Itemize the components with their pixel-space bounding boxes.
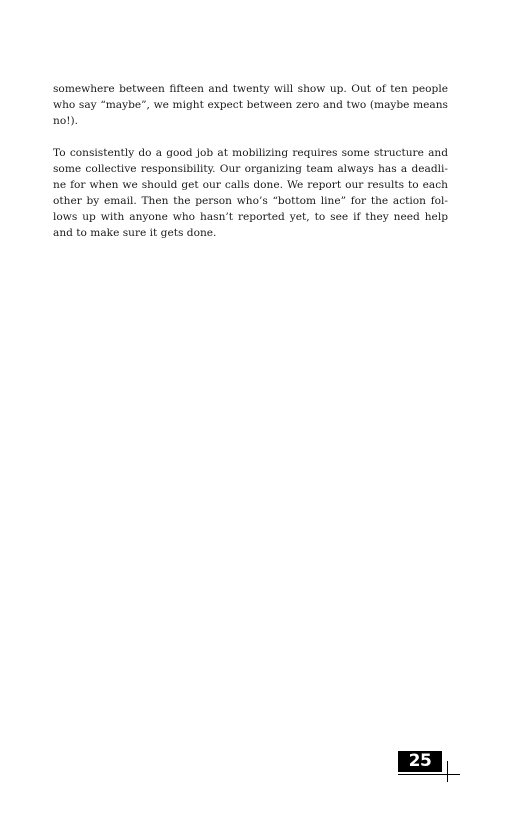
paragraph-2 — [53, 145, 448, 241]
paragraph-1 — [53, 81, 448, 129]
page-number-vertical-rule — [447, 761, 448, 782]
text-line: lows up with anyone who hasn’t reported yet, to see if they need help — [53, 211, 448, 223]
text-line: somewhere between fifteen and twenty will show up. Out of ten people — [53, 83, 448, 95]
text-line: To consistently do a good job at mobilizing requires some structure and — [53, 147, 448, 159]
text-line: who say “maybe”, we might expect between zero and two (maybe means — [53, 99, 448, 111]
text-line: no!). — [53, 115, 78, 127]
text-line: and to make sure it gets done. — [53, 227, 217, 239]
body-text — [53, 81, 448, 257]
text-line: ne for when we should get our calls done. We report our results to each — [53, 179, 448, 191]
page-number-horizontal-rule — [398, 774, 460, 775]
page-number: 25 — [398, 751, 442, 772]
text-line: other by email. Then the person who’s “bottom line” for the action fol- — [53, 195, 448, 207]
text-line: some collective responsibility. Our organizing team always has a deadli- — [53, 163, 448, 175]
